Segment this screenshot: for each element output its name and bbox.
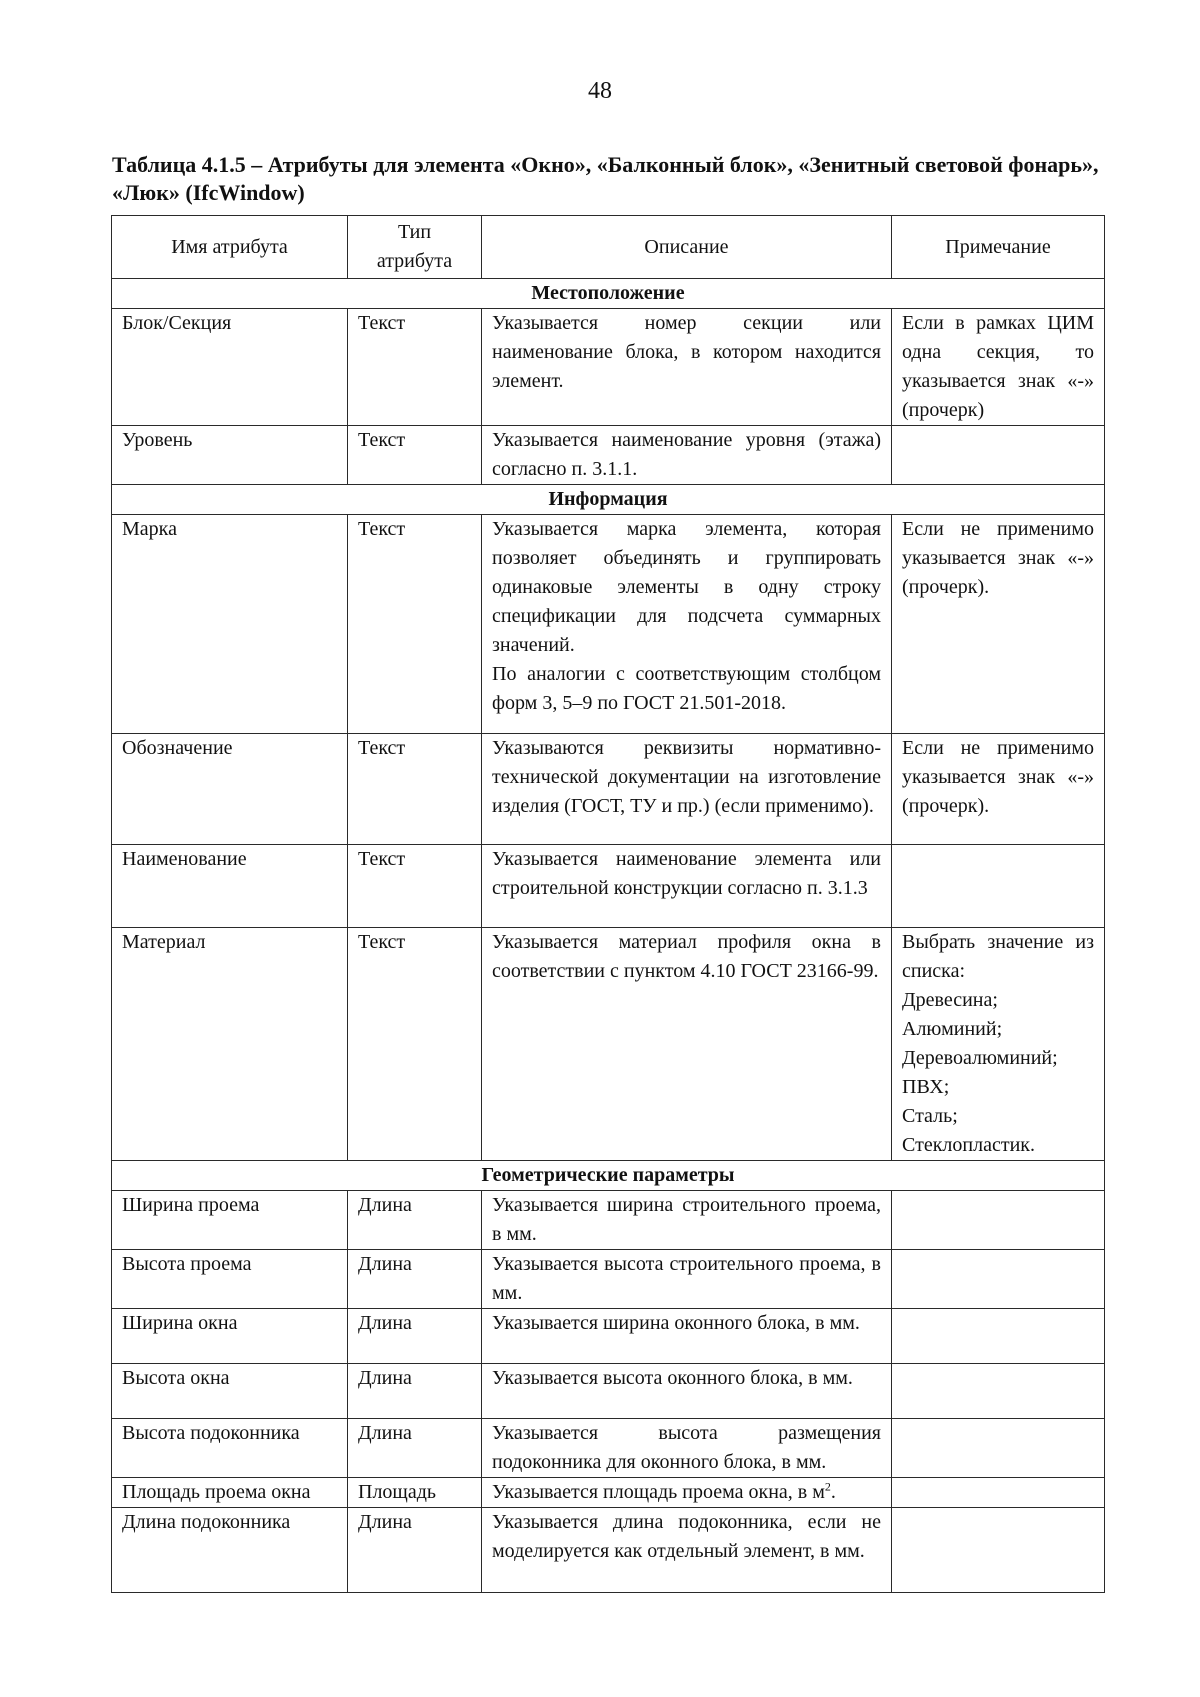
attribute-description — [482, 734, 892, 845]
header-name: Имя атрибута — [112, 216, 348, 279]
page-number: 48 — [588, 78, 612, 104]
attribute-note — [892, 928, 1105, 1161]
attribute-name: Марка — [112, 515, 348, 734]
attribute-type: Текст — [348, 515, 482, 734]
description-text: Указывается площадь проема окна, в м — [492, 1481, 825, 1503]
note-option: Стеклопластик. — [902, 1134, 1035, 1156]
attribute-description — [482, 515, 892, 734]
note-option: Алюминий; — [902, 1018, 1003, 1040]
table-row — [112, 1508, 1105, 1593]
note-option: ПВХ; — [902, 1076, 950, 1098]
attribute-name: Материал — [112, 928, 348, 1161]
description-text: Указывается наименование элемента или строительной конструкции согласно п. 3.1.3 — [492, 848, 881, 899]
header-note: Примечание — [892, 216, 1105, 279]
description-text: Указывается ширина строительного проема, в мм. — [492, 1194, 881, 1245]
note-option: Древесина; — [902, 989, 998, 1011]
table-row — [112, 309, 1105, 426]
attribute-description — [482, 1309, 892, 1364]
attribute-name: Высота проема — [112, 1250, 348, 1309]
attribute-type: Текст — [348, 845, 482, 928]
description-text: Указывается марка элемента, которая позволяет объединять и группировать одинаковые элементы в одну строку спецификации для подсчета суммарных значений. — [492, 518, 881, 656]
attribute-name: Высота подоконника — [112, 1419, 348, 1478]
attribute-type: Текст — [348, 309, 482, 426]
attribute-type: Длина — [348, 1191, 482, 1250]
attribute-note — [892, 1250, 1105, 1309]
attribute-note — [892, 1309, 1105, 1364]
attribute-note — [892, 1364, 1105, 1419]
description-text: Указываются реквизиты нормативно-технической документации на изготовление изделия (ГОСТ, ТУ и пр.) (если применимо). — [492, 737, 881, 817]
attribute-name: Уровень — [112, 426, 348, 485]
attribute-note — [892, 845, 1105, 928]
note-text: Выбрать значение из списка: — [902, 931, 1094, 982]
description-end: . — [830, 1481, 836, 1503]
section-title: Информация — [112, 485, 1105, 515]
attribute-name: Высота окна — [112, 1364, 348, 1419]
attribute-description — [482, 1478, 892, 1508]
table-row — [112, 1364, 1105, 1419]
table-row — [112, 1250, 1105, 1309]
table-body — [112, 216, 1105, 1593]
attribute-type: Длина — [348, 1250, 482, 1309]
attribute-type: Длина — [348, 1508, 482, 1593]
attribute-name: Площадь проема окна — [112, 1478, 348, 1508]
description-text: Указывается высота размещения подоконника для оконного блока, в мм. — [492, 1422, 881, 1473]
description-text-2: По аналогии с соответствующим столбцом форм 3, 5–9 по ГОСТ 21.501-2018. — [492, 663, 881, 714]
attribute-note — [892, 515, 1105, 734]
description-text: Указывается материал профиля окна в соответствии с пунктом 4.10 ГОСТ 23166-99. — [492, 931, 881, 982]
description-superscript: 2 — [824, 1479, 831, 1494]
description-text: Указывается высота строительного проема, в мм. — [492, 1253, 881, 1304]
attribute-note — [892, 1419, 1105, 1478]
header-description: Описание — [482, 216, 892, 279]
description-line — [492, 1478, 881, 1507]
attribute-type: Длина — [348, 1309, 482, 1364]
attribute-name: Наименование — [112, 845, 348, 928]
attribute-type: Текст — [348, 426, 482, 485]
table-row — [112, 928, 1105, 1161]
attribute-note — [892, 734, 1105, 845]
attribute-type: Длина — [348, 1364, 482, 1419]
attribute-description — [482, 309, 892, 426]
header-type: Тип атрибута — [348, 216, 482, 279]
note-option: Сталь; — [902, 1105, 958, 1127]
description-text: Указывается номер секции или наименование блока, в котором находится элемент. — [492, 312, 881, 392]
attribute-type: Длина — [348, 1419, 482, 1478]
attribute-name: Длина подоконника — [112, 1508, 348, 1593]
note-text: Если в рамках ЦИМ одна секция, то указывается знак «-» (прочерк) — [902, 312, 1094, 421]
section-row — [112, 485, 1105, 515]
description-text: Указывается ширина оконного блока, в мм. — [492, 1312, 860, 1334]
attribute-name: Обозначение — [112, 734, 348, 845]
attribute-note — [892, 1508, 1105, 1593]
table-row — [112, 734, 1105, 845]
attribute-note — [892, 1478, 1105, 1508]
attribute-note — [892, 309, 1105, 426]
description-text: Указывается высота оконного блока, в мм. — [492, 1367, 853, 1389]
table-caption: Таблица 4.1.5 – Атрибуты для элемента «Окно», «Балконный блок», «Зенитный световой фонарь», «Люк» (IfcWindow) — [112, 152, 1099, 205]
table-row — [112, 1191, 1105, 1250]
table-row — [112, 426, 1105, 485]
attribute-description — [482, 1508, 892, 1593]
attribute-name: Ширина проема — [112, 1191, 348, 1250]
table-row — [112, 1309, 1105, 1364]
attribute-type: Текст — [348, 928, 482, 1161]
attribute-description — [482, 845, 892, 928]
attribute-description — [482, 1250, 892, 1309]
table-header-row — [112, 216, 1105, 279]
attribute-note — [892, 1191, 1105, 1250]
attribute-type: Текст — [348, 734, 482, 845]
attribute-description — [482, 1419, 892, 1478]
attribute-description — [482, 426, 892, 485]
table-row — [112, 1478, 1105, 1508]
attribute-name: Ширина окна — [112, 1309, 348, 1364]
attribute-description — [482, 1191, 892, 1250]
section-row — [112, 1161, 1105, 1191]
table-row — [112, 1419, 1105, 1478]
attribute-note — [892, 426, 1105, 485]
table-row — [112, 845, 1105, 928]
attribute-type: Площадь — [348, 1478, 482, 1508]
attribute-name: Блок/Секция — [112, 309, 348, 426]
description-text: Указывается наименование уровня (этажа) согласно п. 3.1.1. — [492, 429, 881, 480]
attribute-description — [482, 1364, 892, 1419]
note-text: Если не применимо указывается знак «-» (прочерк). — [902, 518, 1094, 598]
note-text: Если не применимо указывается знак «-» (прочерк). — [902, 737, 1094, 817]
table-row — [112, 515, 1105, 734]
attributes-table — [111, 215, 1105, 1593]
section-row — [112, 279, 1105, 309]
section-title: Геометрические параметры — [112, 1161, 1105, 1191]
note-option: Деревоалюминий; — [902, 1047, 1058, 1069]
attribute-description — [482, 928, 892, 1161]
description-text: Указывается длина подоконника, если не моделируется как отдельный элемент, в мм. — [492, 1511, 881, 1562]
section-title: Местоположение — [112, 279, 1105, 309]
